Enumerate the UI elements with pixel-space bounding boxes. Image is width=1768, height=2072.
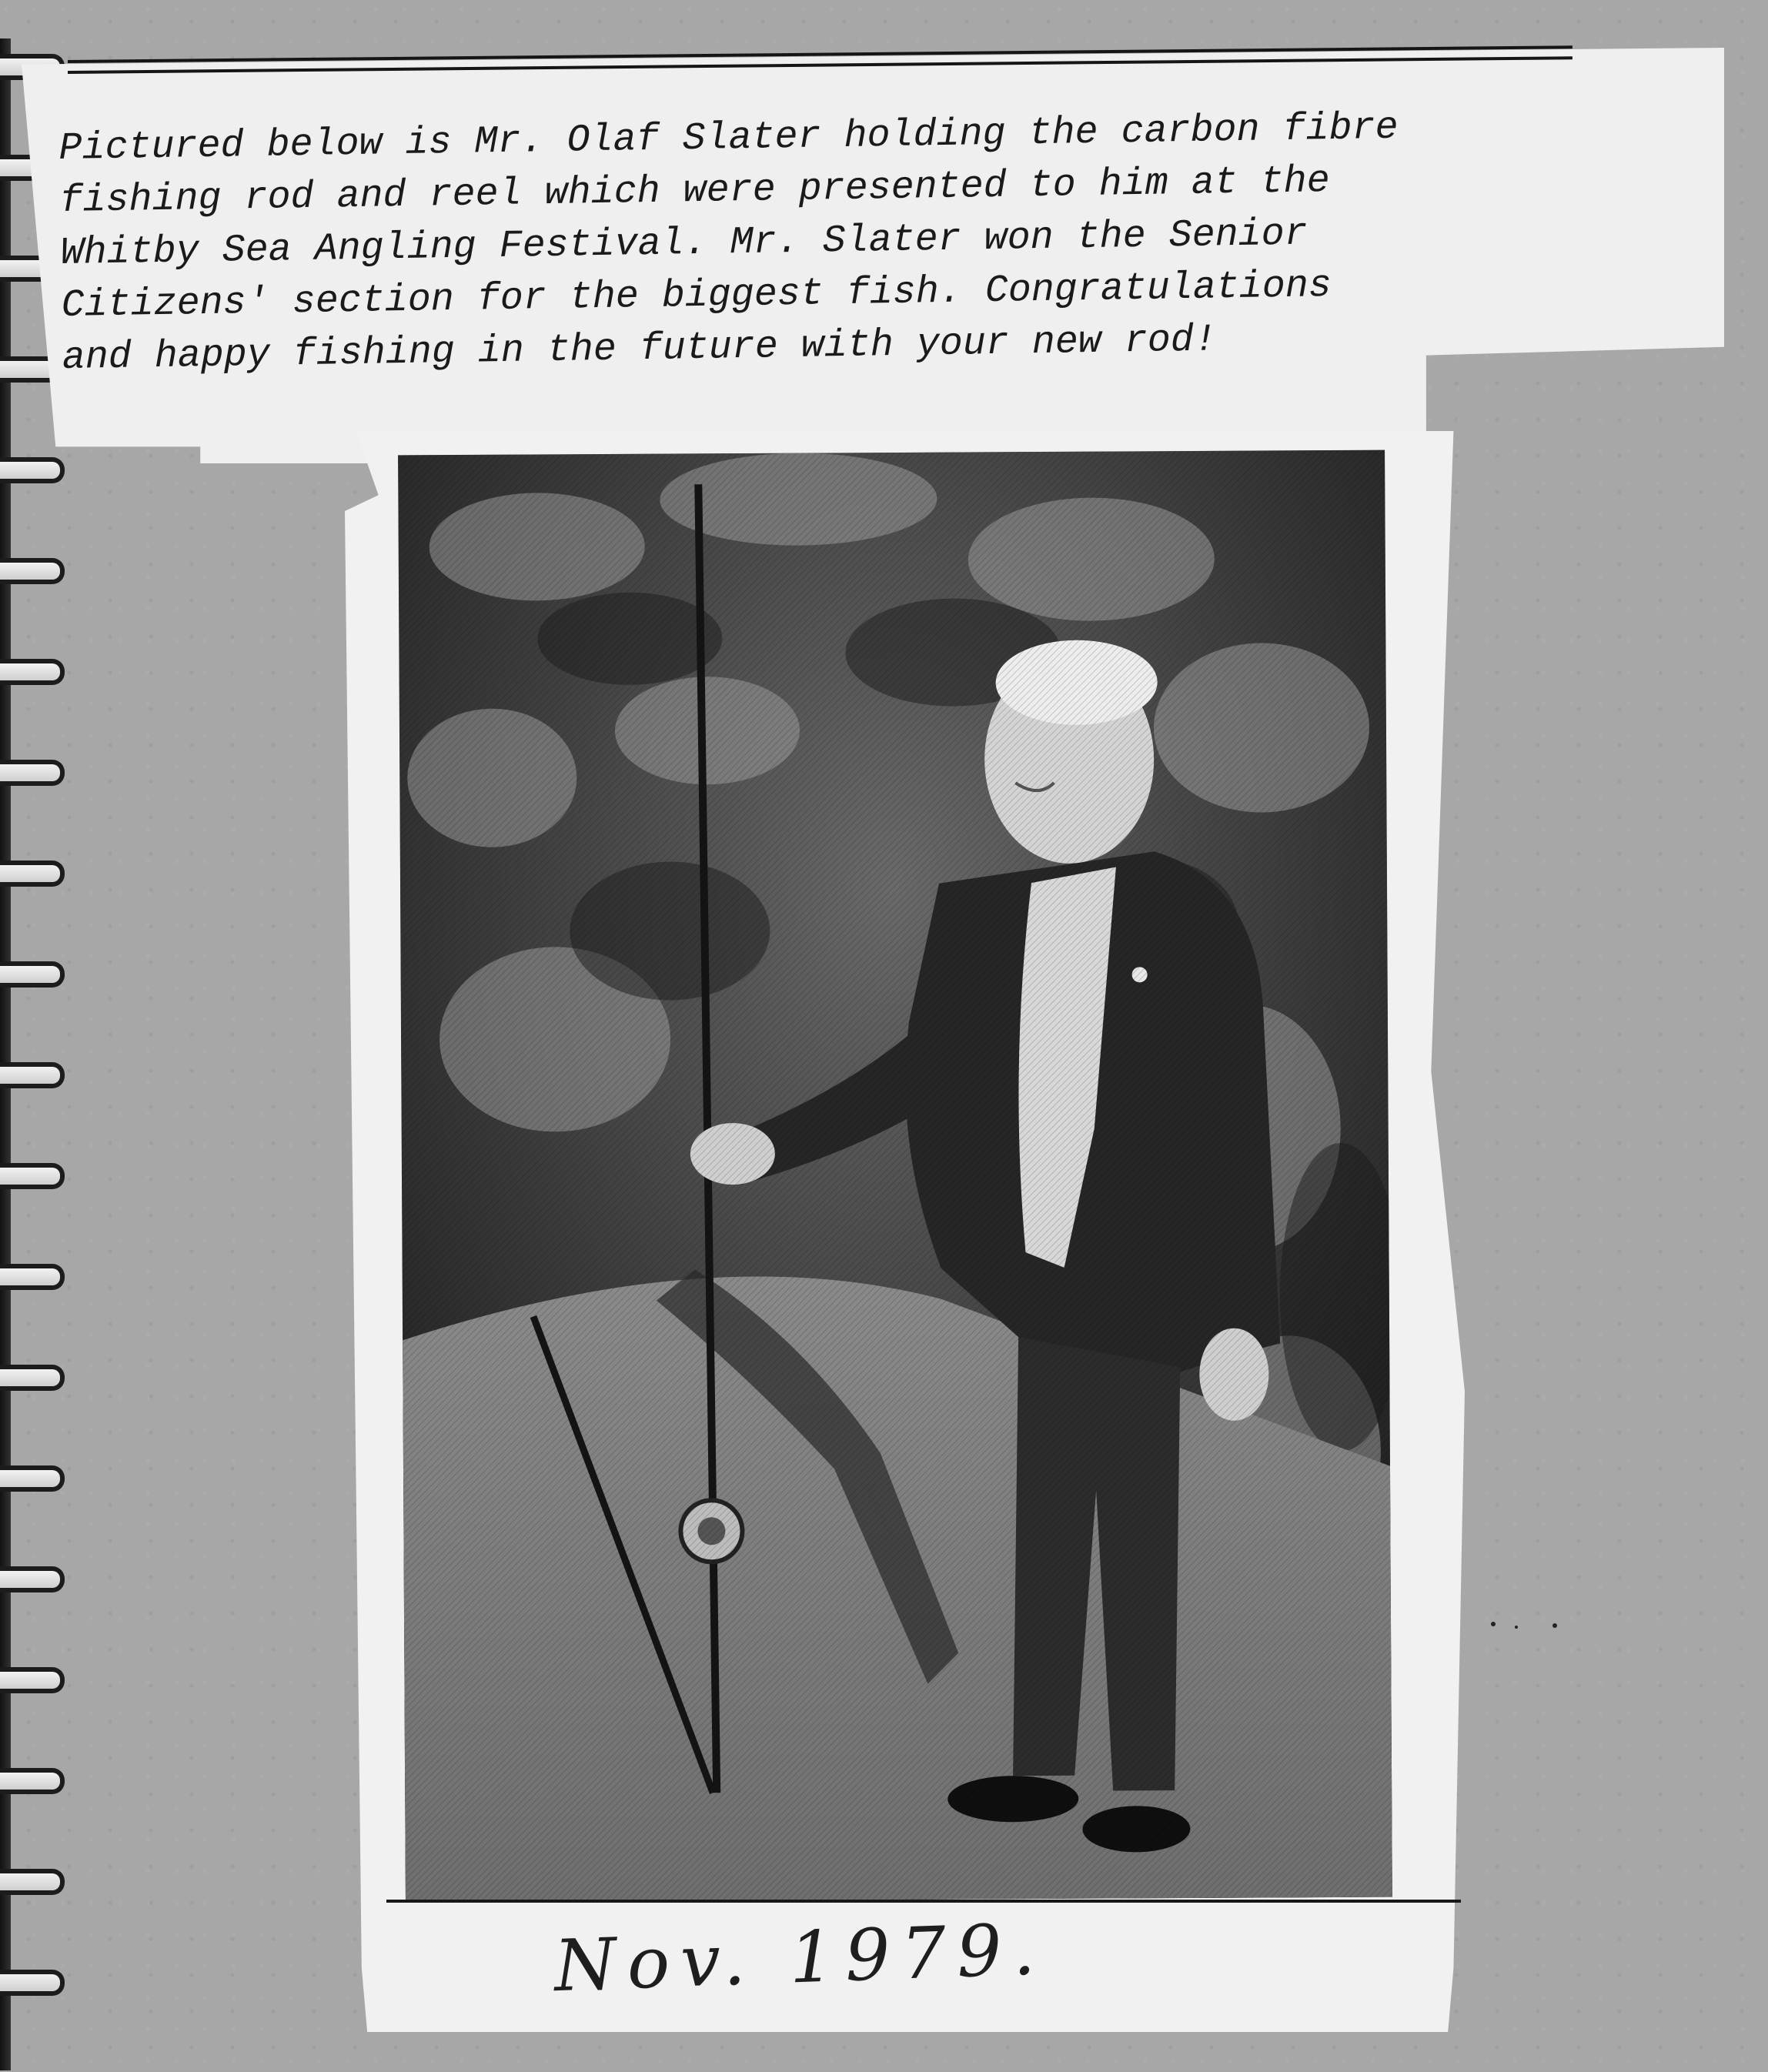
binding-edge <box>0 38 11 2070</box>
binding-ring <box>0 1365 65 1391</box>
binding-ring <box>0 861 65 887</box>
binding-ring <box>0 558 65 584</box>
caption-text <box>58 99 1602 385</box>
caption-line: fishing rod and reel which were presented to him at the <box>59 159 1331 223</box>
ink-specks <box>1486 1616 1578 1647</box>
binding-ring <box>0 1768 65 1794</box>
binding-ring <box>0 457 65 483</box>
binding-ring <box>0 961 65 988</box>
binding-ring <box>0 1869 65 1895</box>
binding-ring <box>0 1465 65 1492</box>
binding-ring <box>0 1970 65 1996</box>
caption-line: Pictured below is Mr. Olaf Slater holding the carbon fibre <box>58 105 1399 171</box>
binding-ring <box>0 1062 65 1088</box>
binding-ring <box>0 659 65 685</box>
binding-ring <box>0 1264 65 1290</box>
binding-ring <box>0 1667 65 1693</box>
caption-line: Whitby Sea Angling Festival. Mr. Slater won the Senior <box>60 212 1308 276</box>
binding-ring <box>0 1163 65 1189</box>
photo-bottom-rule <box>386 1900 1461 1903</box>
binding-ring <box>0 1566 65 1592</box>
caption-line: Citizens' section for the biggest fish. Congratulations <box>61 264 1332 328</box>
newspaper-photograph <box>398 450 1392 1903</box>
caption-line: and happy fishing in the future with your new rod! <box>62 318 1218 380</box>
binding-ring <box>0 760 65 786</box>
handwritten-date: Nov. 1979. <box>553 1907 1048 2008</box>
